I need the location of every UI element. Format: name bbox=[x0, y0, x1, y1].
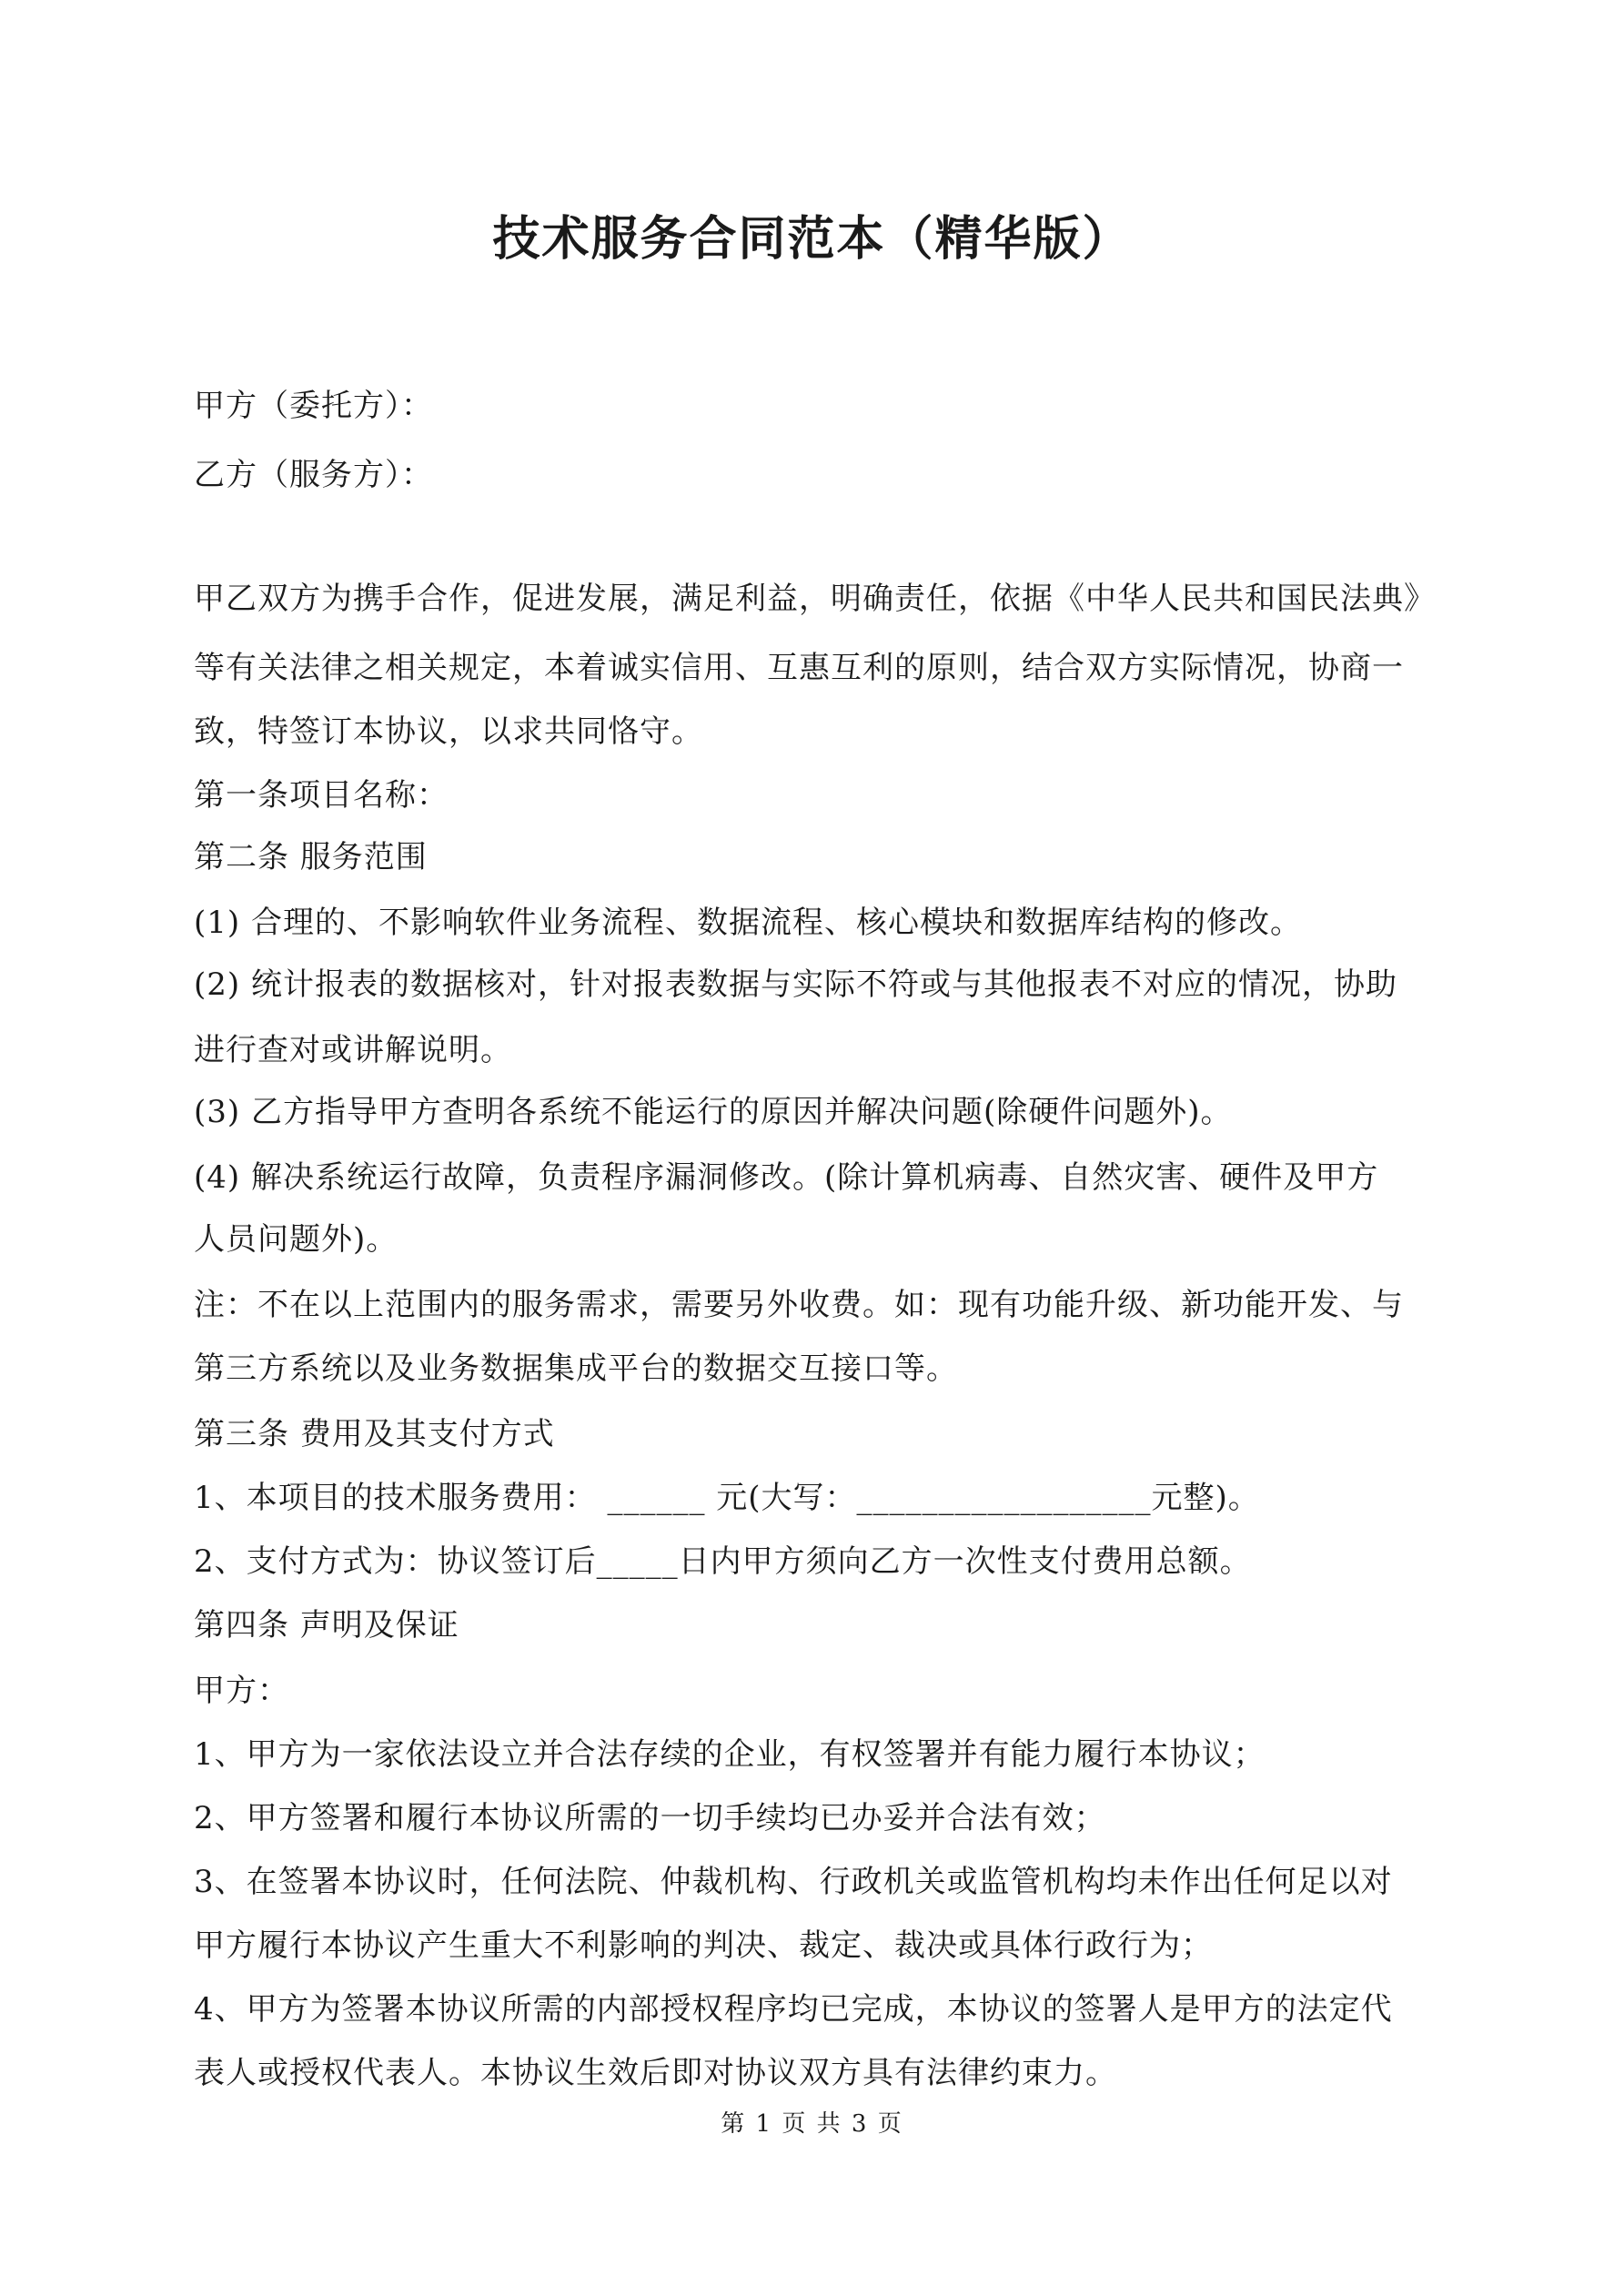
article-heading: 第三条 费用及其支付方式 bbox=[194, 1416, 555, 1452]
paragraph-line: (2) 统计报表的数据核对，针对报表数据与实际不符或与其他报表不对应的情况，协助 bbox=[194, 966, 1397, 1003]
paragraph-line: 等有关法律之相关规定，本着诚实信用、互惠互利的原则，结合双方实际情况，协商一 bbox=[194, 650, 1404, 686]
paragraph-line: 致，特签订本协议，以求共同恪守。 bbox=[194, 713, 703, 750]
paragraph-line: 第三方系统以及业务数据集成平台的数据交互接口等。 bbox=[194, 1350, 958, 1387]
paragraph-line: (3) 乙方指导甲方查明各系统不能运行的原因并解决问题(除硬件问题外)。 bbox=[194, 1094, 1233, 1130]
paragraph-line: 甲乙双方为携手合作，促进发展，满足利益，明确责任，依据《中华人民共和国民法典》 bbox=[194, 581, 1436, 617]
paragraph-line: (4) 解决系统运行故障，负责程序漏洞修改。(除计算机病毒、自然灾害、硬件及甲方 bbox=[194, 1159, 1379, 1196]
article-heading: 第二条 服务范围 bbox=[194, 839, 428, 875]
paragraph-line: 1、本项目的技术服务费用： ______ 元(大写：__________________元整)。 bbox=[194, 1480, 1260, 1516]
paragraph-line: 注：不在以上范围内的服务需求，需要另外收费。如：现有功能升级、新功能开发、与 bbox=[194, 1287, 1404, 1323]
paragraph-line: 进行查对或讲解说明。 bbox=[194, 1032, 512, 1068]
paragraph-line: 甲方履行本协议产生重大不利影响的判决、裁定、裁决或具体行政行为； bbox=[194, 1927, 1213, 1964]
paragraph-line: 2、甲方签署和履行本协议所需的一切手续均已办妥并合法有效； bbox=[194, 1800, 1106, 1836]
page-number-footer: 第 1 页 共 3 页 bbox=[721, 2110, 903, 2138]
paragraph-line: 表人或授权代表人。本协议生效后即对协议双方具有法律约束力。 bbox=[194, 2055, 1117, 2091]
paragraph-line: (1) 合理的、不影响软件业务流程、数据流程、核心模块和数据库结构的修改。 bbox=[194, 905, 1302, 941]
paragraph-line: 2、支付方式为：协议签订后_____日内甲方须向乙方一次性支付费用总额。 bbox=[194, 1543, 1252, 1580]
paragraph-line: 4、甲方为签署本协议所需的内部授权程序均已完成，本协议的签署人是甲方的法定代 bbox=[194, 1991, 1393, 2028]
paragraph-line: 甲方： bbox=[194, 1673, 289, 1709]
party-a-line: 甲方（委托方）： bbox=[194, 388, 433, 424]
article-heading: 第一条项目名称： bbox=[194, 777, 449, 814]
paragraph-line: 3、在签署本协议时，任何法院、仲裁机构、行政机关或监管机构均未作出任何足以对 bbox=[194, 1864, 1393, 1900]
paragraph-line: 人员问题外)。 bbox=[194, 1221, 398, 1258]
paragraph-line: 1、甲方为一家依法设立并合法存续的企业，有权签署并有能力履行本协议； bbox=[194, 1736, 1266, 1773]
article-heading: 第四条 声明及保证 bbox=[194, 1607, 459, 1644]
document-title: 技术服务合同范本（精华版） bbox=[492, 211, 1132, 267]
party-b-line: 乙方（服务方）： bbox=[194, 457, 433, 493]
